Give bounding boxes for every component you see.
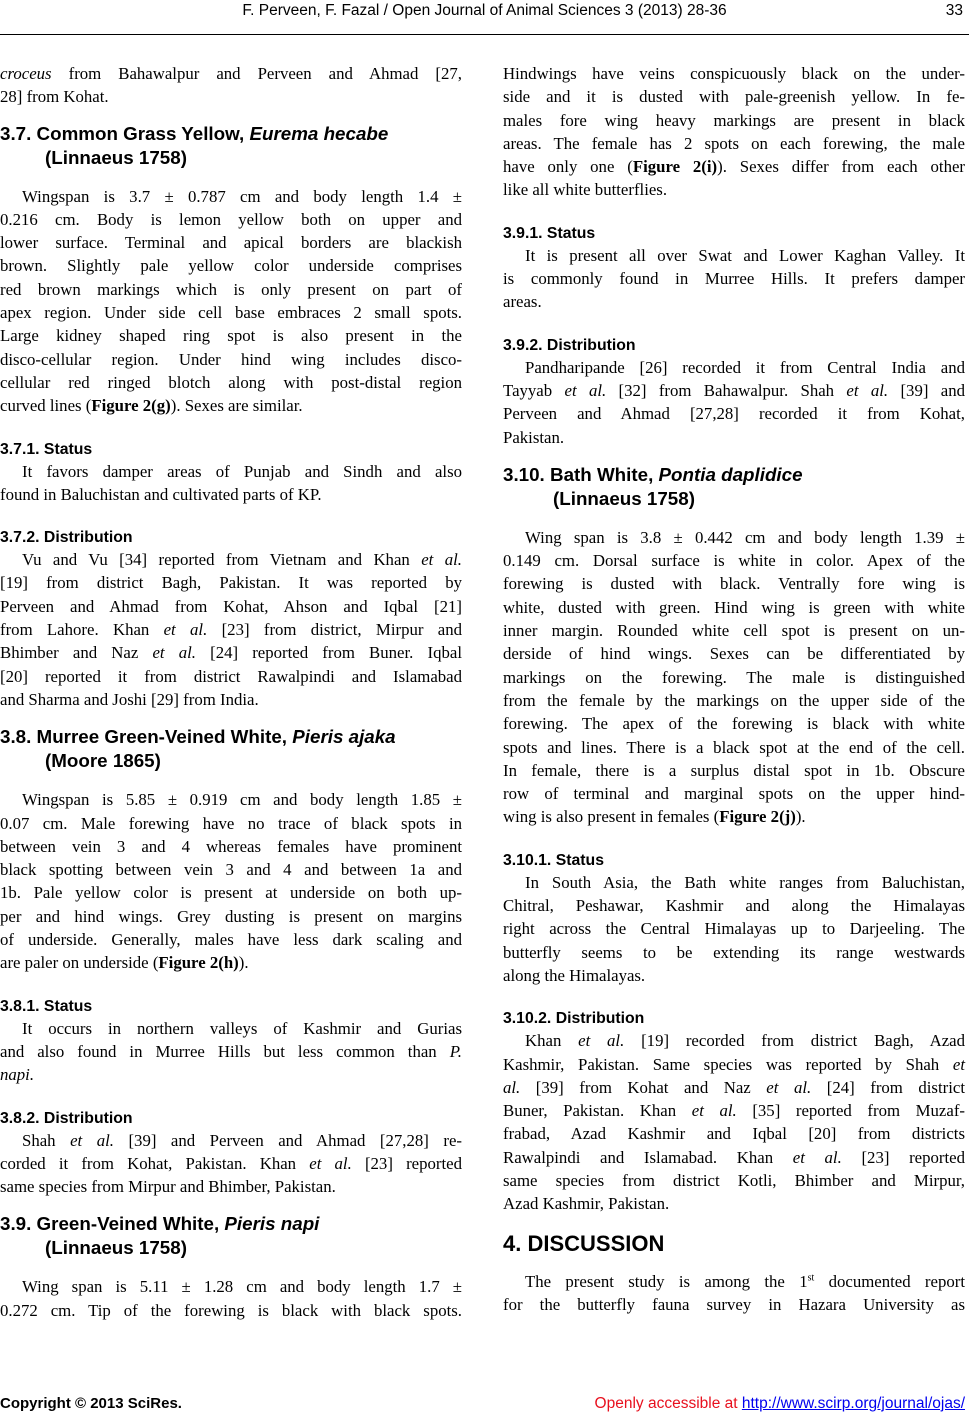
figure-ref: Figure 2(g) [91, 396, 171, 416]
section-3-7-paragraph: Wingspan is 3.7 ± 0.787 cm and body length 1.4 ± 0.216 cm. Body is lemon yellow both on upper and lower surface. Terminal and apical borders are blackish brown. Slightly pale yellow color underside comprises red brown markings which is only present on part of apex region. Under side cell base embraces 2 small spots. Large kidney shaped ring spot is also present in the disco-cellular region. Under hind wing includes disco- cellular red ringed blotch along with post-distal region curved lines (Figure 2(g)). Sexes are similar. [0, 186, 462, 416]
section-3-8-1-paragraph: It occurs in northern valleys of Kashmir and Gurias and also found in Murree Hills but less common than P. napi. [0, 1018, 462, 1085]
section-3-8-2-paragraph: Shah et al. [39] and Perveen and Ahmad [27,28] re- corded it from Kohat, Pakistan. Khan et al. [23] reported same species from Mirpur and Bhimber, Pakistan. [0, 1130, 462, 1197]
copyright-notice: Copyright © 2013 SciRes. [0, 1395, 182, 1412]
section-3-9-1-paragraph: It is present all over Swat and Lower Kaghan Valley. It is commonly found in Murree Hills. It prefers damper areas. [503, 245, 965, 312]
section-3-7-1-paragraph: It favors damper areas of Punjab and Sindh and also found in Baluchistan and cultivated parts of KP. [0, 461, 462, 504]
section-3-7-2-heading: 3.7.2. Distribution [0, 529, 133, 547]
page-footer [0, 1393, 969, 1419]
page-header [0, 0, 969, 35]
figure-ref: Figure 2(i) [632, 157, 718, 177]
figure-ref: Figure 2(j) [719, 807, 796, 827]
section-3-9-paragraph: Wing span is 5.11 ± 1.28 cm and body length 1.7 ± 0.272 cm. Tip of the forewing is black with black spots. [0, 1277, 462, 1320]
journal-link[interactable]: http://www.scirp.org/journal/ojas/ [741, 1395, 965, 1412]
section-3-10-paragraph: Wing span is 3.8 ± 0.442 cm and body length 1.39 ± 0.149 cm. Dorsal surface is white in color. Apex of the forewing is dusted with black. Ventrally fore wing is white, dusted with green. Hind wing is green with white inner margin. Rounded white cell spot is present on un- derside of hind wings. Sexes can be differentiated by markings on the forewing. The male is distinguished from the female by the markings on the upper side of the forewing. The apex of the forewing is black with white spots and lines. There is a black spot at the end of the cell. In female, there is a surplus distal spot in 1b. Obscure row of terminal and marginal spots on the upper hind- wing is also present in females (Figure 2(j)). [503, 527, 965, 827]
section-3-7-heading: 3.7. Common Grass Yellow, Eurema hecabe (Linnaeus 1758) [0, 122, 389, 168]
figure-ref: Figure 2(h) [158, 953, 239, 973]
section-3-9-continued: Hindwings have veins conspicuously black on the under- side and it is dusted with pale-greenish yellow. In fe- males fore wing heavy markings are present in black areas. The female has 2 spots on each forewing, the male have only one (Figure 2(i)). Sexes differ from each other like all white butterflies. [503, 64, 966, 200]
page-number: 33 [945, 2, 963, 19]
open-access-notice: Openly accessible at http://www.scirp.org/journal/ojas/ [594, 1395, 965, 1412]
section-3-8-2-heading: 3.8.2. Distribution [0, 1109, 133, 1127]
section-3-8-heading: 3.8. Murree Green-Veined White, Pieris ajaka (Moore 1865) [0, 726, 396, 772]
intro-paragraph: croceus from Bahawalpur and Perveen and Ahmad [27, 28] from Kohat. [0, 64, 462, 107]
section-3-10-2-heading: 3.10.2. Distribution [503, 1010, 645, 1028]
section-4-paragraph: The present study is among the 1st documented report for the butterfly fauna survey in Hazara University as [503, 1271, 965, 1314]
section-3-9-2-paragraph: Pandharipande [26] recorded it from Central India and Tayyab et al. [32] from Bahawalpur. Shah et al. [39] and Perveen and Ahmad [27,28] recorded it from Kohat, Pakistan. [503, 357, 965, 447]
section-3-8-paragraph: Wingspan is 5.85 ± 0.919 cm and body length 1.85 ± 0.07 cm. Male forewing have no trace of black spots in between vein 3 and 4 whereas females have prominent black spotting between vein 3 and 4 and between 1a and 1b. Pale yellow color is present at underside on both up- per and hind wings. Grey dusting is present on margins of underside. Generally, males have less dark scaling and are paler on underside (Figure 2(h)). [0, 790, 462, 973]
right-column [503, 62, 965, 1316]
section-3-10-heading: 3.10. Bath White, Pontia daplidice (Linnaeus 1758) [503, 463, 803, 509]
left-column [0, 62, 462, 1322]
section-3-8-1-heading: 3.8.1. Status [0, 997, 93, 1015]
running-head: F. Perveen, F. Fazal / Open Journal of Animal Sciences 3 (2013) 28-36 [242, 2, 727, 19]
section-3-9-heading: 3.9. Green-Veined White, Pieris napi (Linnaeus 1758) [0, 1213, 320, 1259]
section-3-9-1-heading: 3.9.1. Status [503, 224, 596, 242]
section-3-7-1-heading: 3.7.1. Status [0, 440, 93, 458]
section-3-9-2-heading: 3.9.2. Distribution [503, 336, 636, 354]
section-4-heading: 4. DISCUSSION [503, 1230, 665, 1256]
section-3-10-1-paragraph: In South Asia, the Bath white ranges from Baluchistan, Chitral, Peshawar, Kashmir and along the Himalayas right across the Central Himalayas up to Darjeeling. The butterfly seems to be extending its range westwards along the Himalayas. [503, 872, 965, 985]
section-3-10-1-heading: 3.10.1. Status [503, 851, 604, 869]
section-3-7-2-paragraph: Vu and Vu [34] reported from Vietnam and Khan et al. [19] from district Bagh, Pakistan. It was reported by Perveen and Ahmad from Kohat, Ahson and Iqbal [21] from Lahore. Khan et al. [23] from district, Mirpur and Bhimber and Naz et al. [24] reported from Buner. Iqbal [20] reported it from district Rawalpindi and Islamabad and Sharma and Joshi [29] from India. [0, 550, 462, 709]
section-3-10-2-paragraph: Khan et al. [19] recorded from district Bagh, Azad Kashmir, Pakistan. Same species was reported by Shah et al. [39] from Kohat and Naz et al. [24] from district Buner, Pakistan. Khan et al. [35] reported from Muzaf- frabad, Azad Kashmir and Iqbal [20] from districts Rawalpindi and Islamabad. Khan et al. [23] reported same species from district Kotli, Bhimber and Mirpur, Azad Kashmir, Pakistan. [503, 1031, 965, 1214]
